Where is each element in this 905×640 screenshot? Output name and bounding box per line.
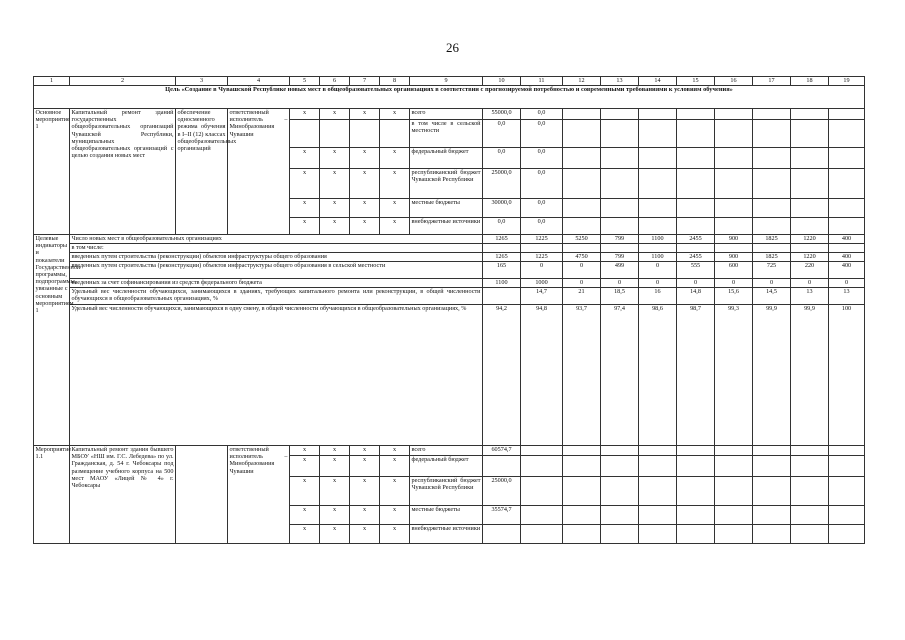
table-row xyxy=(34,262,865,279)
value-cell: 600 xyxy=(715,262,753,279)
value-cell: 100 xyxy=(829,305,865,446)
value-cell: 4750 xyxy=(563,253,601,262)
table-row xyxy=(34,235,865,244)
funding-source: всего xyxy=(410,109,483,120)
budget-code: x xyxy=(350,477,380,506)
indicator-text: введенных за счет софинансирования из средств федерального бюджета xyxy=(70,279,483,288)
value-cell: 2455 xyxy=(677,235,715,244)
budget-code: x xyxy=(380,218,410,235)
table-row xyxy=(34,244,865,253)
value-cell: 0 xyxy=(753,279,791,288)
budget-code xyxy=(290,120,320,148)
value-cell: 99,9 xyxy=(791,305,829,446)
value-cell xyxy=(483,525,521,544)
value-cell: 0,0 xyxy=(521,218,563,235)
budget-code: x xyxy=(350,446,380,456)
indicator-text: в том числе: xyxy=(70,244,483,253)
indicator-text: Удельный вес численности обучающихся, занимающихся в зданиях, требующих капитального ремонта или реконструкции, в общей численности обучающихся в общеобразовательных организациях, % xyxy=(70,288,483,305)
column-number: 15 xyxy=(677,77,715,86)
column-number: 12 xyxy=(563,77,601,86)
table-row xyxy=(34,305,865,446)
block-label: Мероприятие 1.1 xyxy=(34,446,70,544)
budget-code: x xyxy=(320,148,350,169)
funding-source: местные бюджеты xyxy=(410,199,483,218)
budget-code xyxy=(380,120,410,148)
value-cell: 18,5 xyxy=(601,288,639,305)
value-cell: 1100 xyxy=(483,279,521,288)
activity-name: Капитальный ремонт здания бывшего МБОУ «НШ им. Г.С. Лебедева» по ул. Гражданская, д. 54 г. Чебоксары под размещение учебного корпуса на 500 мест МАОУ «Лицей № 4» г. Чебоксары xyxy=(70,446,176,544)
value-cell: 98,7 xyxy=(677,305,715,446)
value-cell: 0 xyxy=(829,279,865,288)
column-number: 19 xyxy=(829,77,865,86)
value-cell: 1100 xyxy=(639,235,677,244)
budget-code: x xyxy=(290,506,320,525)
value-cell: 0,0 xyxy=(521,120,563,148)
value-cell: 1265 xyxy=(483,253,521,262)
budget-code: x xyxy=(380,477,410,506)
value-cell xyxy=(715,244,753,253)
activity-name: Капитальный ремонт зданий государственных общеобразовательных организаций Чувашской Республики, муниципальных общеобразовательных организаций с целью создания новых мест xyxy=(70,109,176,235)
budget-code: x xyxy=(380,446,410,456)
value-cell: 400 xyxy=(829,253,865,262)
value-cell xyxy=(753,244,791,253)
column-number: 16 xyxy=(715,77,753,86)
value-cell: 13 xyxy=(829,288,865,305)
value-cell: 98,6 xyxy=(639,305,677,446)
column-number: 5 xyxy=(290,77,320,86)
column-number: 11 xyxy=(521,77,563,86)
budget-code: x xyxy=(290,169,320,199)
column-number: 3 xyxy=(176,77,228,86)
column-number: 18 xyxy=(791,77,829,86)
budget-code: x xyxy=(320,525,350,544)
value-cell: 0 xyxy=(639,262,677,279)
value-cell: 1100 xyxy=(639,253,677,262)
value-cell: 900 xyxy=(715,235,753,244)
page-number: 26 xyxy=(446,40,459,55)
column-number: 7 xyxy=(350,77,380,86)
value-cell: 555 xyxy=(677,262,715,279)
indicator-text: введенных путем строительства (реконструкции) объектов инфраструктуры общего образования xyxy=(70,253,483,262)
value-cell xyxy=(791,244,829,253)
table-row xyxy=(34,77,865,86)
value-cell: 0,0 xyxy=(521,148,563,169)
budget-code: x xyxy=(320,506,350,525)
funding-source: федеральный бюджет xyxy=(410,456,483,477)
value-cell: 0 xyxy=(791,279,829,288)
budget-code: x xyxy=(320,446,350,456)
table-row xyxy=(34,288,865,305)
value-cell: 799 xyxy=(601,253,639,262)
value-cell: 1220 xyxy=(791,235,829,244)
value-cell: 14,5 xyxy=(753,288,791,305)
column-number: 8 xyxy=(380,77,410,86)
value-cell xyxy=(483,244,521,253)
budget-code: x xyxy=(320,456,350,477)
funding-source: местные бюджеты xyxy=(410,506,483,525)
column-number: 13 xyxy=(601,77,639,86)
budget-code xyxy=(350,120,380,148)
value-cell: 1265 xyxy=(483,235,521,244)
indicator-text: Удельный вес численности обучающихся, занимающихся в одну смену, в общей численности обучающихся в общеобразовательных организациях, % xyxy=(70,305,483,446)
column-number: 17 xyxy=(753,77,791,86)
budget-code: x xyxy=(290,109,320,120)
value-cell: 0 xyxy=(563,279,601,288)
value-cell: 0 xyxy=(563,262,601,279)
value-cell: 15,6 xyxy=(715,288,753,305)
funding-source: республиканский бюджет Чувашской Республики xyxy=(410,477,483,506)
value-cell: 25000,0 xyxy=(483,169,521,199)
table-row xyxy=(34,86,865,109)
value-cell: 1225 xyxy=(521,253,563,262)
activity-executor: ответственный исполнитель – Минобразования Чувашии xyxy=(228,446,290,544)
value-cell: 1220 xyxy=(791,253,829,262)
budget-code: x xyxy=(380,169,410,199)
budget-code: x xyxy=(320,169,350,199)
value-cell: 25000,0 xyxy=(483,477,521,506)
value-cell: 35574,7 xyxy=(483,506,521,525)
table-row xyxy=(34,279,865,288)
value-cell: 1825 xyxy=(753,253,791,262)
goal-title: Цель «Создание в Чувашской Республике новых мест в общеобразовательных организациях в соответствии с прогнозируемой потребностью и современными требованиями к условиям обучения» xyxy=(34,86,865,109)
value-cell: 0 xyxy=(639,279,677,288)
budget-code: x xyxy=(380,199,410,218)
value-cell: 220 xyxy=(791,262,829,279)
budget-code: x xyxy=(320,477,350,506)
value-cell: 93,7 xyxy=(563,305,601,446)
budget-code: x xyxy=(290,456,320,477)
table-row xyxy=(34,109,865,120)
value-cell xyxy=(483,456,521,477)
budget-code: x xyxy=(380,456,410,477)
value-cell: 99,3 xyxy=(715,305,753,446)
value-cell: 725 xyxy=(753,262,791,279)
budget-code: x xyxy=(290,477,320,506)
value-cell: 0 xyxy=(521,262,563,279)
value-cell: 1000 xyxy=(521,279,563,288)
funding-source: федеральный бюджет xyxy=(410,148,483,169)
budget-code: x xyxy=(320,218,350,235)
value-cell: 2455 xyxy=(677,253,715,262)
budget-code: x xyxy=(380,525,410,544)
value-cell: 900 xyxy=(715,253,753,262)
value-cell xyxy=(563,244,601,253)
value-cell: 799 xyxy=(601,235,639,244)
value-cell: 14,8 xyxy=(677,288,715,305)
activity-objective: обеспечение односменного режима обучения в I–II (12) классах общеобразовательных организаций xyxy=(176,109,228,235)
table-row xyxy=(34,446,865,456)
value-cell: 0,0 xyxy=(483,120,521,148)
column-number: 6 xyxy=(320,77,350,86)
column-number: 4 xyxy=(228,77,290,86)
value-cell: 0,0 xyxy=(521,199,563,218)
value-cell: 99,9 xyxy=(753,305,791,446)
budget-code xyxy=(320,120,350,148)
value-cell: 16 xyxy=(639,288,677,305)
value-cell: 14,7 xyxy=(521,288,563,305)
value-cell: 94,8 xyxy=(521,305,563,446)
column-number: 9 xyxy=(410,77,483,86)
column-number: 14 xyxy=(639,77,677,86)
budget-code: x xyxy=(290,148,320,169)
value-cell: 30000,0 xyxy=(483,199,521,218)
funding-source: всего xyxy=(410,446,483,456)
value-cell: 0 xyxy=(715,279,753,288)
value-cell: 0,0 xyxy=(483,218,521,235)
budget-code: x xyxy=(380,148,410,169)
value-cell: 499 xyxy=(601,262,639,279)
activity-executor: ответственный исполнитель – Минобразования Чувашии xyxy=(228,109,290,235)
budget-code: x xyxy=(380,109,410,120)
value-cell: 1825 xyxy=(753,235,791,244)
indicator-text: Число новых мест в общеобразовательных организациях xyxy=(70,235,483,244)
value-cell: 97,4 xyxy=(601,305,639,446)
value-cell xyxy=(601,244,639,253)
budget-code: x xyxy=(350,506,380,525)
value-cell: 0,0 xyxy=(521,169,563,199)
budget-code: x xyxy=(350,218,380,235)
value-cell: 165 xyxy=(483,262,521,279)
value-cell: 400 xyxy=(829,262,865,279)
value-cell: 0 xyxy=(601,279,639,288)
budget-code: x xyxy=(290,199,320,218)
program-table xyxy=(33,76,865,544)
column-number: 1 xyxy=(34,77,70,86)
budget-code: x xyxy=(350,525,380,544)
value-cell: 13 xyxy=(791,288,829,305)
budget-code: x xyxy=(290,446,320,456)
budget-code: x xyxy=(320,109,350,120)
value-cell xyxy=(829,244,865,253)
column-number: 10 xyxy=(483,77,521,86)
value-cell xyxy=(639,244,677,253)
value-cell: 1225 xyxy=(521,235,563,244)
value-cell: 0,0 xyxy=(521,109,563,120)
value-cell: 400 xyxy=(829,235,865,244)
value-cell: 94,2 xyxy=(483,305,521,446)
funding-source: республиканский бюджет Чувашской Республики xyxy=(410,169,483,199)
budget-code: x xyxy=(290,218,320,235)
indicators-label: Целевые индикаторы и показатели Государственной программы, подпрограммы, увязанные с основным мероприятием 1 xyxy=(34,235,70,446)
budget-code: x xyxy=(320,199,350,218)
value-cell xyxy=(677,244,715,253)
funding-source: внебюджетные источники xyxy=(410,525,483,544)
budget-code: x xyxy=(350,199,380,218)
budget-code: x xyxy=(350,148,380,169)
budget-code: x xyxy=(380,506,410,525)
budget-code: x xyxy=(350,109,380,120)
value-cell: 60574,7 xyxy=(483,446,521,456)
budget-code: x xyxy=(350,169,380,199)
column-number: 2 xyxy=(70,77,176,86)
funding-source: в том числе в сельской местности xyxy=(410,120,483,148)
value-cell: 5250 xyxy=(563,235,601,244)
value-cell: 55000,0 xyxy=(483,109,521,120)
value-cell xyxy=(521,244,563,253)
budget-code: x xyxy=(350,456,380,477)
table-row xyxy=(34,253,865,262)
value-cell: 0,0 xyxy=(483,148,521,169)
value-cell: 21 xyxy=(563,288,601,305)
funding-source: внебюджетные источники xyxy=(410,218,483,235)
value-cell: 0 xyxy=(677,279,715,288)
value-cell xyxy=(483,288,521,305)
budget-code: x xyxy=(290,525,320,544)
indicator-text: введенных путем строительства (реконструкции) объектов инфраструктуры общего образования в сельской местности xyxy=(70,262,483,279)
block-label: Основное мероприятие 1 xyxy=(34,109,70,235)
